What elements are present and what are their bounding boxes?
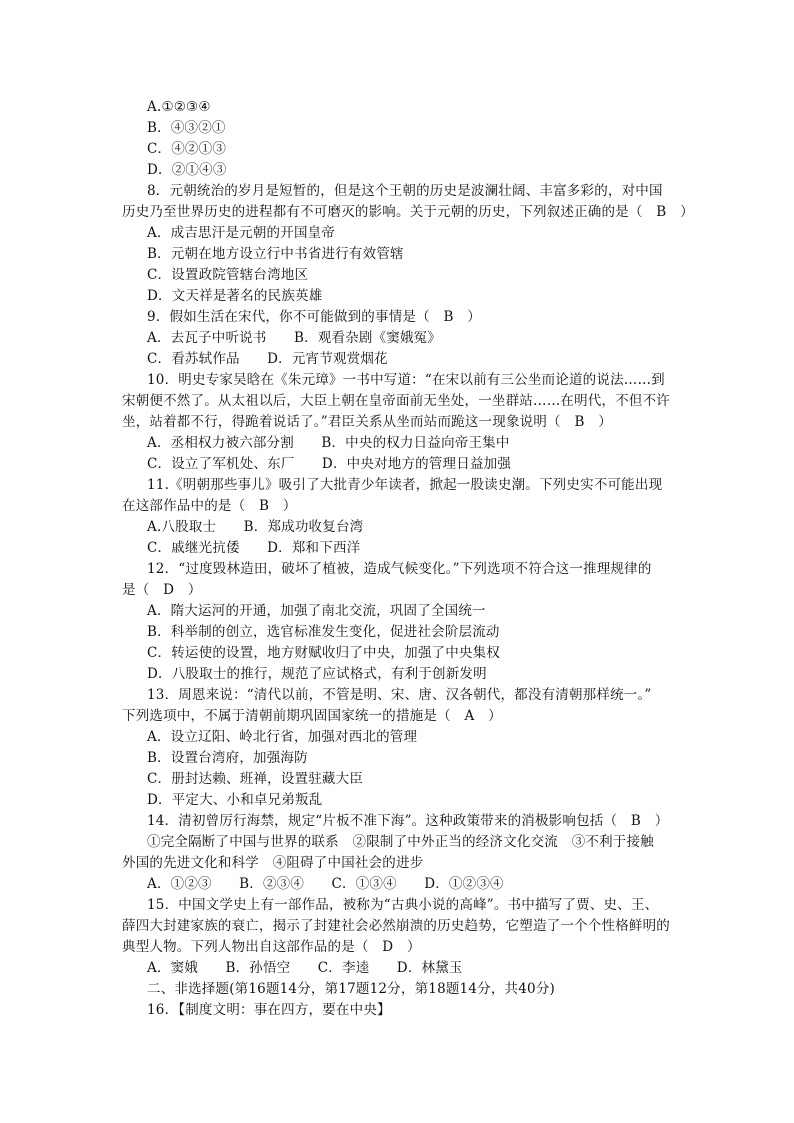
section-heading: 二、非选择题(第16题14分，第17题12分，第18题14分，共40分): [147, 981, 555, 997]
q9-stem: 9．假如生活在宋代，你不可能做到的事情是（ B ）: [147, 309, 482, 325]
q11-options-cd: C．戚继光抗倭 D．郑和下西洋: [147, 540, 361, 556]
q10-options-cd: C．设立了军机处、东厂 D．中央对地方的管理日益加强: [147, 456, 512, 472]
q7-option-d: D．②①④③: [147, 162, 227, 178]
q11-stem-cont: 在这部作品中的是（ B ）: [122, 498, 297, 514]
q12-option-b: B．科举制的创立，选官标准发生变化，促进社会阶层流动: [147, 624, 500, 640]
q10-stem-cont-2: 坐，站着都不行，得跪着说话了。”君臣关系从坐而站而跪这一现象说明（ B ）: [122, 414, 612, 430]
q13-stem-cont: 下列选项中，不属于清朝前期巩固国家统一的措施是（ A ）: [122, 708, 502, 724]
q10-stem-cont-1: 宋朝便不然了。从太祖以后，大臣上朝在皇帝面前无坐处，一坐群站……在明代，不但不许: [122, 393, 670, 409]
q8-stem-cont: 历史乃至世界历史的进程都有不可磨灭的影响。关于元朝的历史，下列叙述正确的是（ B ）: [122, 204, 694, 220]
q12-stem: 12．“过度毁林造田，破坏了植被，造成气候变化。”下列选项不符合这一推理规律的: [147, 561, 652, 577]
q15-options: A．窦娥 B．孙悟空 C．李逵 D．林黛玉: [147, 960, 463, 976]
q8-option-d: D．文天祥是著名的民族英雄: [147, 288, 323, 304]
q12-stem-cont: 是（ D ）: [122, 582, 202, 598]
q15-stem: 15．中国文学史上有一部作品，被称为“古典小说的高峰”。书中描写了贾、史、王、: [147, 897, 659, 913]
q14-stem: 14．清初曾厉行海禁，规定“片板不准下海”。这种政策带来的消极影响包括（ B ）: [147, 813, 669, 829]
q9-options-cd: C．看苏轼作品 D．元宵节观赏烟花: [147, 351, 388, 367]
q14-options: A．①②③ B．②③④ C．①③④ D．①②③④: [147, 876, 504, 892]
q8-stem: 8．元朝统治的岁月是短暂的，但是这个王朝的历史是波澜壮阔、丰富多彩的，对中国: [147, 183, 663, 199]
q10-stem: 10．明史专家吴晗在《朱元璋》一书中写道：“在宋以前有三公坐而论道的说法……到: [147, 372, 665, 388]
q7-option-c: C．④②①③: [147, 141, 227, 157]
q8-option-a: A．成吉思汗是元朝的开国皇帝: [147, 225, 336, 241]
q8-option-c: C．设置政院管辖台湾地区: [147, 267, 309, 283]
q9-options-ab: A．去瓦子中听说书 B．观看杂剧《窦娥冤》: [147, 330, 442, 346]
q13-option-d: D．平定大、小和卓兄弟叛乱: [147, 792, 323, 808]
q11-stem: 11.《明朝那些事儿》吸引了大批青少年读者，掀起一股读史潮。下列史实不可能出现: [147, 477, 663, 493]
q12-option-c: C．转运使的设置，地方财赋收归了中央，加强了中央集权: [147, 645, 501, 661]
q16-title: 16．【制度文明：事在四方，要在中央】: [147, 1002, 391, 1018]
q13-option-a: A．设立辽阳、岭北行省，加强对西北的管理: [147, 729, 418, 745]
q11-options-ab: A.八股取士 B．郑成功收复台湾: [147, 519, 364, 535]
q15-stem-cont-2: 典型人物。下列人物出自这部作品的是（ D ）: [122, 939, 421, 955]
q13-option-b: B．设置台湾府，加强海防: [147, 750, 308, 766]
q14-statements: ①完全隔断了中国与世界的联系 ②限制了中外正当的经济文化交流 ③不利于接触: [147, 834, 654, 850]
q13-option-c: C．册封达赖、班禅，设置驻藏大臣: [147, 771, 364, 787]
q12-option-d: D．八股取士的推行，规范了应试格式，有利于创新发明: [147, 666, 487, 682]
q12-option-a: A．隋大运河的开通，加强了南北交流，巩固了全国统一: [147, 603, 486, 619]
q8-option-b: B．元朝在地方设立行中书省进行有效管辖: [147, 246, 404, 262]
q7-option-a: A.①②③④: [147, 99, 211, 115]
q15-stem-cont-1: 薛四大封建家族的衰亡，揭示了封建社会必然崩溃的历史趋势，它塑造了一个个性格鲜明的: [122, 918, 670, 934]
q7-option-b: B．④③②①: [147, 120, 226, 136]
q10-options-ab: A．丞相权力被六部分割 B．中央的权力日益向帝王集中: [147, 435, 510, 451]
q13-stem: 13．周恩来说：“清代以前，不管是明、宋、唐、汉各朝代，都没有清朝那样统一。”: [147, 687, 652, 703]
q14-statements-cont: 外国的先进文化和科学 ④阻碍了中国社会的进步: [122, 855, 424, 871]
